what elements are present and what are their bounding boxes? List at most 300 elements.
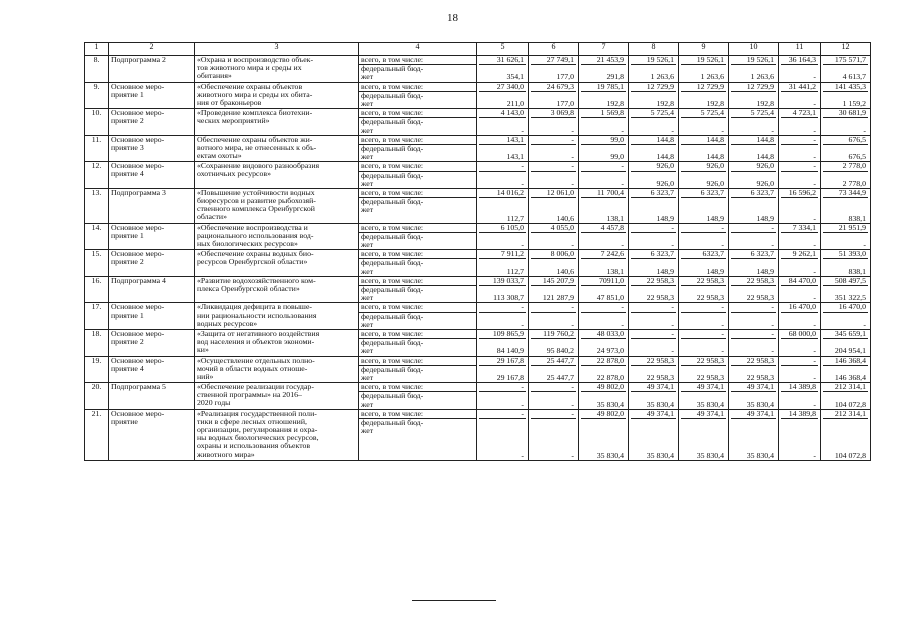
row-name-line: тики в сфере лесных отношений, <box>197 416 307 426</box>
value-text: 48 033,0 <box>596 329 624 338</box>
value-text: 144,8 <box>656 152 674 162</box>
table-row <box>85 329 871 356</box>
value-block <box>581 83 626 91</box>
value-text: 926,0 <box>756 161 774 171</box>
value-text: 22 958,3 <box>746 372 774 382</box>
value-block <box>479 117 526 134</box>
value-block <box>581 109 626 117</box>
value-block <box>781 338 818 355</box>
value-text: - <box>721 125 724 135</box>
value-text: - <box>521 409 524 418</box>
value-block <box>531 383 576 391</box>
value-cell <box>529 223 579 250</box>
value-text: - <box>571 319 574 329</box>
value-cell <box>629 409 679 460</box>
value-text: - <box>771 329 774 338</box>
value-block <box>781 232 818 249</box>
value-cell <box>629 329 679 356</box>
footer-rule <box>412 600 496 601</box>
value-text: 35 830,4 <box>646 399 674 409</box>
value-block <box>479 285 526 302</box>
value-block <box>781 171 818 188</box>
value-text: - <box>621 161 624 171</box>
source-label-line: всего, в том числе: <box>361 302 424 312</box>
value-text: - <box>571 302 574 312</box>
value-block <box>531 83 576 91</box>
row-status-line: Основное меро- <box>111 356 165 365</box>
value-text: 144,8 <box>756 135 774 144</box>
value-text: 926,0 <box>706 178 724 188</box>
value-block <box>631 117 676 134</box>
source-block <box>359 410 476 418</box>
value-text: - <box>813 125 816 135</box>
value-cell <box>477 188 529 223</box>
value-cell <box>477 162 529 189</box>
table-row <box>85 223 871 250</box>
row-name-line: вод населения и объектов экономи- <box>197 337 315 347</box>
row-status-line: приятие 1 <box>111 89 144 99</box>
value-block <box>479 232 526 249</box>
row-name-line: ния от браконьеров <box>197 97 262 107</box>
value-block <box>479 303 526 311</box>
value-text: 676,5 <box>848 135 866 144</box>
source-label-line: федеральный бюд- <box>361 117 424 127</box>
row-status-cell <box>109 276 195 303</box>
value-text: 22 958,3 <box>646 293 674 303</box>
source-block <box>359 365 476 382</box>
value-text: - <box>813 346 816 356</box>
value-block <box>531 312 576 329</box>
value-block <box>581 410 626 418</box>
header-cell: 11 <box>779 43 821 56</box>
value-text: 4 613,7 <box>842 72 866 82</box>
value-block <box>823 410 868 418</box>
source-block <box>359 330 476 338</box>
value-block <box>781 418 818 460</box>
value-cell <box>729 276 779 303</box>
row-number-cell: 14. <box>85 223 109 250</box>
value-text: 12 061,0 <box>546 188 574 197</box>
value-cell <box>679 303 729 330</box>
value-block <box>479 189 526 197</box>
value-block <box>781 285 818 302</box>
row-name-line: охраны и использования объектов <box>197 441 311 451</box>
value-block <box>531 197 576 223</box>
value-cell <box>629 109 679 136</box>
value-text: 49 374,1 <box>696 382 724 392</box>
value-block <box>631 250 676 258</box>
value-cell <box>629 383 679 410</box>
value-cell <box>679 188 729 223</box>
value-text: 104 072,8 <box>834 450 866 460</box>
value-text: - <box>721 319 724 329</box>
value-block <box>581 312 626 329</box>
value-block <box>581 232 626 249</box>
value-block <box>781 312 818 329</box>
value-cell <box>529 188 579 223</box>
value-text: 148,9 <box>756 213 774 223</box>
value-text: 16 596,2 <box>788 188 816 197</box>
value-cell <box>579 109 629 136</box>
value-text: 24 679,3 <box>546 82 574 91</box>
value-text: 12 729,9 <box>746 82 774 91</box>
value-text: - <box>621 125 624 135</box>
value-cell <box>779 135 821 162</box>
value-text: 7 334,1 <box>792 223 816 232</box>
table-row <box>85 409 871 460</box>
value-text: - <box>671 125 674 135</box>
row-status-line: приятие 1 <box>111 310 144 320</box>
value-block <box>581 224 626 232</box>
source-label-line: всего, в том числе: <box>361 161 424 171</box>
value-block <box>781 144 818 161</box>
source-block <box>359 117 476 134</box>
value-block <box>781 136 818 144</box>
value-block <box>681 330 726 338</box>
row-status-line: приятие 1 <box>111 230 144 240</box>
row-number-cell: 10. <box>85 109 109 136</box>
value-text: - <box>571 178 574 188</box>
value-block <box>731 136 776 144</box>
value-block <box>479 224 526 232</box>
source-label-line: федеральный бюд- <box>361 231 424 241</box>
value-text: - <box>771 223 774 232</box>
value-text: 140,6 <box>556 266 574 276</box>
value-block <box>731 56 776 64</box>
value-block <box>631 338 676 355</box>
row-status-line: Основное меро- <box>111 249 165 259</box>
value-block <box>531 365 576 382</box>
source-label-line: жет <box>361 346 374 356</box>
value-block <box>531 117 576 134</box>
row-name-line: «Обеспечение воспроизводства и <box>197 223 308 232</box>
value-text: 11 700,4 <box>597 188 624 197</box>
value-block <box>823 338 868 355</box>
value-block <box>731 391 776 408</box>
value-block <box>681 303 726 311</box>
value-text: 49 374,1 <box>696 409 724 418</box>
value-text: 19 526,1 <box>746 55 774 64</box>
value-text: 6 323,7 <box>650 188 674 197</box>
row-name-cell <box>195 383 359 410</box>
value-block <box>681 258 726 275</box>
value-cell <box>779 356 821 383</box>
source-label-line: всего, в том числе: <box>361 249 424 259</box>
value-text: 95 840,2 <box>546 346 574 356</box>
row-status-cell <box>109 303 195 330</box>
value-text: - <box>621 302 624 312</box>
row-name-cell <box>195 223 359 250</box>
value-block <box>531 418 576 460</box>
header-cell: 3 <box>195 43 359 56</box>
value-block <box>479 136 526 144</box>
value-cell <box>821 276 871 303</box>
row-status-line: Подпрограмма 3 <box>111 188 166 197</box>
row-name-line: «Проведение комплекса биотехни- <box>197 108 313 118</box>
value-block <box>531 232 576 249</box>
value-block <box>731 64 776 81</box>
value-block <box>581 418 626 460</box>
source-label-line: федеральный бюд- <box>361 170 424 180</box>
value-block <box>631 224 676 232</box>
row-name-line: ственной программы» на 2016– <box>197 390 302 400</box>
value-text: 22 878,0 <box>596 372 624 382</box>
value-text: 113 308,7 <box>493 293 524 303</box>
row-source-cell <box>359 162 477 189</box>
value-block <box>631 391 676 408</box>
table-row <box>85 109 871 136</box>
value-cell <box>579 250 629 277</box>
value-text: 212 314,1 <box>834 382 866 392</box>
value-block <box>681 391 726 408</box>
source-label-line: федеральный бюд- <box>361 258 424 268</box>
value-cell <box>629 276 679 303</box>
value-block <box>781 189 818 197</box>
value-block <box>731 189 776 197</box>
header-cell: 8 <box>629 43 679 56</box>
source-block <box>359 357 476 365</box>
value-text: 8 006,0 <box>550 249 574 259</box>
value-cell <box>529 356 579 383</box>
value-text: 9 262,1 <box>792 249 816 259</box>
row-source-cell <box>359 356 477 383</box>
value-text: 345 659,1 <box>834 329 866 338</box>
value-block <box>631 418 676 460</box>
value-text: - <box>671 346 674 356</box>
value-block <box>631 144 676 161</box>
row-name-line: «Защита от негативного воздействия <box>197 329 320 338</box>
row-name-cell <box>195 56 359 83</box>
row-source-cell <box>359 329 477 356</box>
value-cell <box>679 250 729 277</box>
value-text: 35 830,4 <box>746 399 774 409</box>
value-block <box>731 303 776 311</box>
value-block <box>681 189 726 197</box>
row-name-cell <box>195 82 359 109</box>
row-source-cell <box>359 82 477 109</box>
source-block <box>359 189 476 197</box>
row-number-cell: 8. <box>85 56 109 83</box>
source-block <box>359 383 476 391</box>
value-text: 29 167,8 <box>496 372 524 382</box>
value-block <box>731 258 776 275</box>
row-name-cell <box>195 135 359 162</box>
value-block <box>681 64 726 81</box>
value-block <box>681 365 726 382</box>
value-block <box>781 197 818 223</box>
value-cell <box>579 82 629 109</box>
source-label-line: жет <box>361 266 374 276</box>
value-text: - <box>721 223 724 232</box>
value-block <box>631 365 676 382</box>
row-status-cell <box>109 56 195 83</box>
value-text: 35 830,4 <box>746 450 774 460</box>
value-text: 16 470,0 <box>788 302 816 312</box>
value-block <box>681 136 726 144</box>
value-cell <box>529 162 579 189</box>
value-text: 838,1 <box>848 266 866 276</box>
value-text: - <box>521 382 524 392</box>
value-block <box>823 189 868 197</box>
value-block <box>731 410 776 418</box>
value-text: 148,9 <box>706 266 724 276</box>
value-text: - <box>771 302 774 312</box>
value-block <box>681 91 726 108</box>
value-text: 24 973,0 <box>596 346 624 356</box>
value-cell <box>779 409 821 460</box>
value-text: - <box>671 223 674 232</box>
value-block <box>531 410 576 418</box>
source-label-line: федеральный бюд- <box>361 311 424 321</box>
value-text: 16 470,0 <box>838 302 866 312</box>
value-block <box>781 391 818 408</box>
value-block <box>631 197 676 223</box>
value-cell <box>821 188 871 223</box>
row-status-line: Подпрограмма 5 <box>111 382 166 392</box>
value-block <box>731 232 776 249</box>
value-text: 35 830,4 <box>646 450 674 460</box>
value-block <box>531 109 576 117</box>
source-label-line: жет <box>361 399 374 409</box>
value-cell <box>821 356 871 383</box>
value-text: 119 760,2 <box>543 329 574 338</box>
table-row <box>85 303 871 330</box>
row-status-cell <box>109 383 195 410</box>
header-cell: 7 <box>579 43 629 56</box>
row-name-line: тов животного мира и среды их <box>197 63 302 73</box>
value-cell <box>629 82 679 109</box>
value-cell <box>679 409 729 460</box>
value-text: - <box>671 329 674 338</box>
value-block <box>531 144 576 161</box>
source-label-line: всего, в том числе: <box>361 82 424 91</box>
value-block <box>823 330 868 338</box>
value-cell <box>529 409 579 460</box>
value-cell <box>477 303 529 330</box>
source-label-line: федеральный бюд- <box>361 90 424 100</box>
value-text: 49 802,0 <box>596 409 624 418</box>
value-text: 192,8 <box>706 98 724 108</box>
value-cell <box>779 56 821 83</box>
header-cell: 10 <box>729 43 779 56</box>
table-row <box>85 82 871 109</box>
source-label-line: жет <box>361 125 374 135</box>
value-text: 2 778,0 <box>842 161 866 171</box>
value-block <box>823 83 868 91</box>
value-block <box>823 56 868 64</box>
value-block <box>581 338 626 355</box>
source-label-line: всего, в том числе: <box>361 382 424 392</box>
value-text: - <box>721 346 724 356</box>
value-text: 148,9 <box>656 266 674 276</box>
value-text: 145 207,9 <box>542 276 574 285</box>
value-block <box>631 277 676 285</box>
value-block <box>731 383 776 391</box>
value-text: 25 447,7 <box>546 372 574 382</box>
row-name-cell <box>195 162 359 189</box>
row-name-cell <box>195 356 359 383</box>
value-text: 73 344,9 <box>838 188 866 197</box>
value-cell <box>579 356 629 383</box>
value-cell <box>579 135 629 162</box>
value-block <box>781 277 818 285</box>
value-text: - <box>813 399 816 409</box>
header-cell: 4 <box>359 43 477 56</box>
value-text: 99,0 <box>610 152 624 162</box>
value-block <box>781 250 818 258</box>
value-text: 926,0 <box>656 178 674 188</box>
value-text: 99,0 <box>610 135 624 144</box>
source-label-line: жет <box>361 178 374 188</box>
value-cell <box>477 276 529 303</box>
value-block <box>479 171 526 188</box>
row-number-cell: 21. <box>85 409 109 460</box>
value-text: 109 865,9 <box>492 329 524 338</box>
header-cell: 9 <box>679 43 729 56</box>
value-cell <box>729 109 779 136</box>
value-text: 177,0 <box>556 98 574 108</box>
row-status-line: приятие 2 <box>111 116 144 126</box>
source-label-line: федеральный бюд- <box>361 285 424 295</box>
value-text: 926,0 <box>706 161 724 171</box>
table-row <box>85 383 871 410</box>
row-status-cell <box>109 329 195 356</box>
row-name-cell <box>195 188 359 223</box>
value-cell <box>529 383 579 410</box>
value-block <box>731 418 776 460</box>
value-text: 192,8 <box>656 98 674 108</box>
row-source-cell <box>359 383 477 410</box>
value-text: 6 105,0 <box>500 223 524 232</box>
value-block <box>823 365 868 382</box>
row-status-line: приятие 3 <box>111 142 144 152</box>
value-text: 49 374,1 <box>746 409 774 418</box>
value-text: 6323,7 <box>702 249 724 259</box>
source-block <box>359 232 476 249</box>
value-text: 211,0 <box>506 98 524 108</box>
row-name-line: «Повышение устойчивости водных <box>197 188 315 197</box>
value-text: 31 441,2 <box>788 82 816 91</box>
value-text: 138,1 <box>606 213 624 223</box>
value-cell <box>729 135 779 162</box>
value-cell <box>779 329 821 356</box>
value-block <box>531 136 576 144</box>
source-label-line: всего, в том числе: <box>361 188 424 197</box>
value-cell <box>629 250 679 277</box>
value-block <box>823 357 868 365</box>
value-block <box>531 56 576 64</box>
value-text: - <box>571 409 574 418</box>
value-cell <box>679 276 729 303</box>
row-source-cell <box>359 409 477 460</box>
value-cell <box>821 250 871 277</box>
value-cell <box>779 162 821 189</box>
value-block <box>479 258 526 275</box>
value-block <box>631 285 676 302</box>
row-number-cell: 12. <box>85 162 109 189</box>
value-text: 22 958,3 <box>746 276 774 285</box>
value-text: 6 323,7 <box>750 188 774 197</box>
row-name-line: ресурсов Оренбургской области» <box>197 257 308 267</box>
value-text: - <box>621 240 624 250</box>
value-block <box>531 224 576 232</box>
value-text: - <box>813 178 816 188</box>
value-cell <box>729 250 779 277</box>
source-label-line: всего, в том числе: <box>361 276 424 285</box>
source-block <box>359 224 476 232</box>
value-block <box>681 162 726 170</box>
value-cell <box>821 162 871 189</box>
